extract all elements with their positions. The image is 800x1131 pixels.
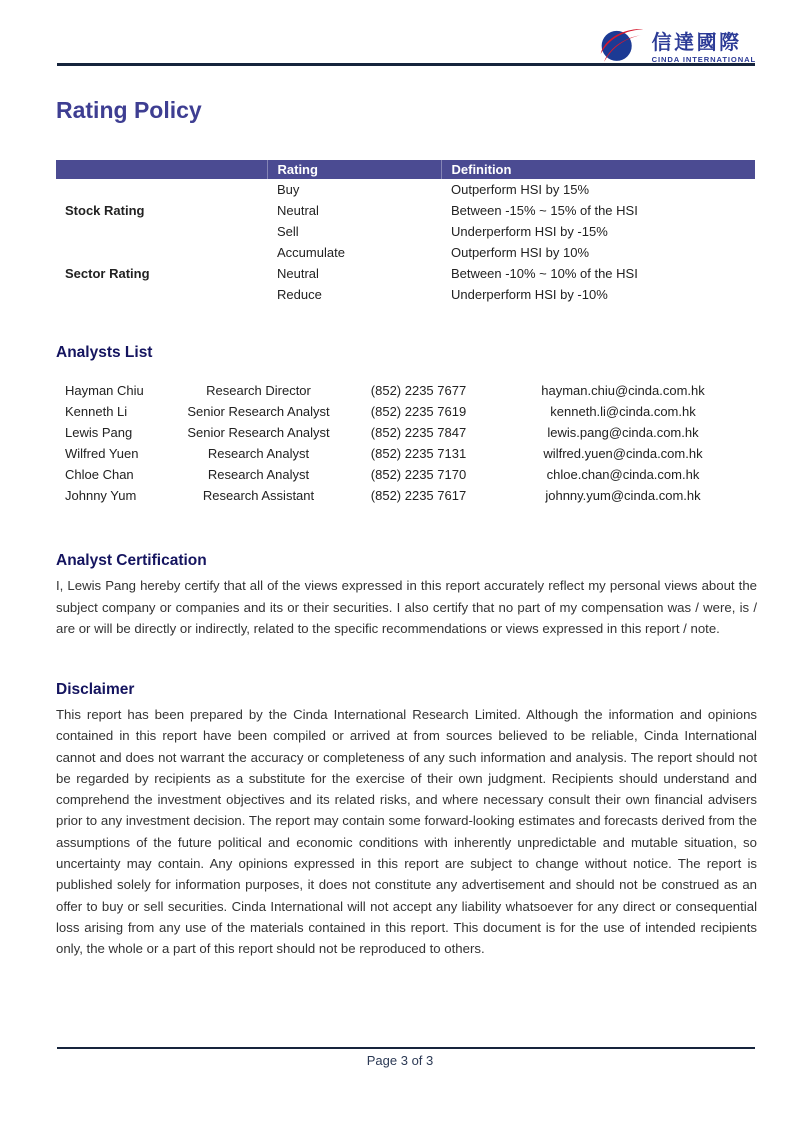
analyst-title: Research Assistant [202,488,315,503]
analyst-name: Wilfred Yuen [65,446,139,461]
rating-table-header-row [56,160,755,179]
rating-cell: Neutral [277,266,319,281]
analyst-row [56,422,755,443]
logo-english-text: CINDA INTERNATIONAL [651,54,756,64]
logo-chinese-text: 信達國際 [651,31,742,54]
analyst-name: Hayman Chiu [65,383,144,398]
analyst-phone: (852) 2235 7617 [370,488,467,503]
footer-rule [57,1047,755,1049]
analyst-email: wilfred.yuen@cinda.com.hk [543,446,703,461]
analyst-name: Kenneth Li [65,404,128,419]
definition-cell: Outperform HSI by 10% [451,245,589,260]
rating-cell: Neutral [277,203,319,218]
header-rule [57,63,755,66]
analyst-row [56,380,755,401]
analyst-phone: (852) 2235 7677 [370,383,467,398]
analyst-title: Senior Research Analyst [187,425,330,440]
analyst-name: Lewis Pang [65,425,133,440]
analyst-title: Senior Research Analyst [187,404,330,419]
analyst-name: Johnny Yum [65,488,137,503]
disclaimer-body: This report has been prepared by the Cinda International Research Limited. Although the information and opinions contained in this report have been compiled or arrived at from sources believed to be reliable, Cinda International cannot and does not warrant the accuracy or completeness of any such information and analysis. The report should not be regarded by recipients as a substitute for the exercise of their own judgment. Recipients should understand and comprehend the investment objectives and its related risks, and where necessary consult their own financial advisers prior to any investment decision. The report may contain some forward-looking estimates and forecasts derived from the assumptions of the future political and economic conditions with inherently unpredictable and mutable situation, so uncertainty may contain. Any opinions expressed in this report are subject to change without notice. The report is published solely for information purposes, it does not constitute any advertisement and should not be construed as an offer to buy or sell securities. Cinda International will not accept any liability whatsoever for any direct or consequential loss arising from any use of the materials contained in this report. This document is for the use of intended recipients only, the whole or a part of this report should not be reproduced to others. [56,707,757,957]
rating-cell: Reduce [277,287,322,302]
rating-table-header-blank [56,160,267,179]
analyst-phone: (852) 2235 7131 [370,446,467,461]
analyst-row [56,464,755,485]
rating-cell: Sell [277,224,299,239]
analysts-list-heading: Analysts List [56,344,153,361]
analysts-table [56,380,755,506]
definition-cell: Outperform HSI by 15% [451,182,589,197]
analyst-email: kenneth.li@cinda.com.hk [550,404,696,419]
rating-cell: Accumulate [277,245,345,260]
analyst-phone: (852) 2235 7170 [370,467,467,482]
definition-cell: Underperform HSI by -15% [451,224,608,239]
analyst-name: Chloe Chan [65,467,134,482]
analyst-email: lewis.pang@cinda.com.hk [547,425,699,440]
analyst-email: johnny.yum@cinda.com.hk [545,488,701,503]
rating-policy-table [56,160,755,305]
certification-body: I, Lewis Pang hereby certify that all of the views expressed in this report accurately reflect my personal views about the subject company or companies and its or their securities. I also certify that no part of my compensation was / were, is / are or will be directly or indirectly, related to the specific recommendations or views expressed in this report / note. [56,578,757,637]
analyst-row [56,443,755,464]
certification-heading: Analyst Certification [56,552,207,569]
definition-cell: Between -15% ~ 15% of the HSI [451,203,638,218]
analyst-row [56,485,755,506]
analyst-row [56,401,755,422]
analyst-phone: (852) 2235 7619 [370,404,467,419]
analyst-email: hayman.chiu@cinda.com.hk [541,383,705,398]
analyst-title: Research Analyst [207,446,310,461]
definition-cell: Underperform HSI by -10% [451,287,608,302]
rating-group-label: Stock Rating [65,203,145,218]
definition-cell: Between -10% ~ 10% of the HSI [451,266,638,281]
table-row [56,242,755,263]
analyst-title: Research Director [206,383,311,398]
rating-table-header-definition: Definition [441,160,755,179]
analyst-email: chloe.chan@cinda.com.hk [546,467,700,482]
rating-table-header-rating: Rating [267,160,441,179]
analyst-phone: (852) 2235 7847 [370,425,467,440]
rating-cell: Buy [277,182,300,197]
page-title: Rating Policy [56,97,202,123]
page-number: Page 3 of 3 [366,1053,434,1068]
table-row [56,179,755,200]
disclaimer-heading: Disclaimer [56,681,135,698]
analyst-title: Research Analyst [207,467,310,482]
rating-group-label: Sector Rating [65,266,150,281]
